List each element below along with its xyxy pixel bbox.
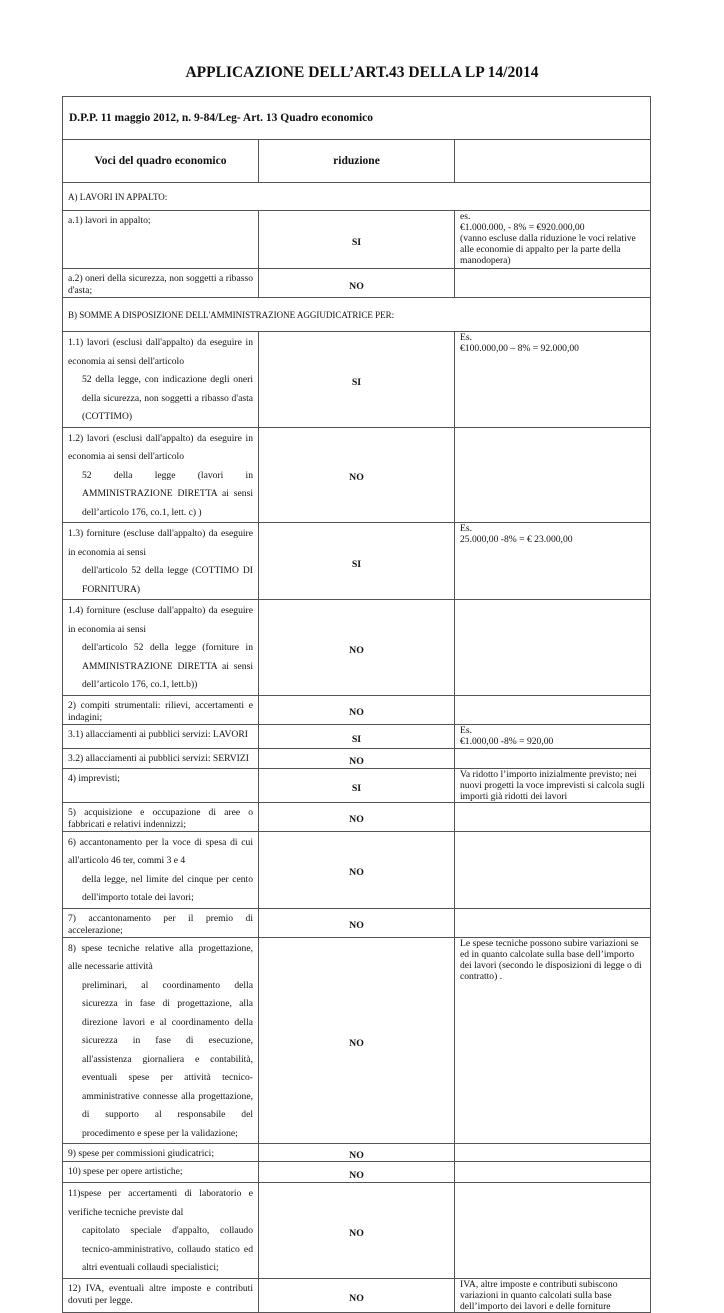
section-a-label: A) LAVORI IN APPALTO: xyxy=(63,183,651,211)
table-row xyxy=(63,427,651,523)
table-row xyxy=(63,1278,651,1312)
voce-cell xyxy=(63,724,259,748)
note-cell xyxy=(455,748,651,768)
voce-cell xyxy=(63,1144,259,1162)
note-line: Es. xyxy=(460,724,472,736)
note-cell xyxy=(455,831,651,908)
note-line: Es. xyxy=(460,332,472,343)
riduzione-value: NO xyxy=(259,937,455,1144)
voce-cell xyxy=(63,695,259,724)
voce-cell xyxy=(63,332,259,428)
note-cell xyxy=(455,600,651,696)
caption-row xyxy=(63,97,651,140)
header-row xyxy=(63,140,651,183)
note-cell xyxy=(455,908,651,937)
note-line: Es. xyxy=(460,523,472,534)
table-caption: D.P.P. 11 maggio 2012, n. 9-84/Leg- Art. 13 Quadro economico xyxy=(63,97,651,140)
table-row xyxy=(63,802,651,831)
table-row xyxy=(63,748,651,768)
table-row xyxy=(63,768,651,802)
note-line: €1.000.000, - 8% = €920.000,00 xyxy=(460,222,585,233)
voce-text: a.1) lavori in appalto; xyxy=(68,215,151,226)
note-cell xyxy=(455,427,651,523)
table-row xyxy=(63,1162,651,1183)
voce-text: 3.1) allacciamenti ai pubblici servizi: LAVORI xyxy=(68,728,248,740)
voce-text: 4) imprevisti; xyxy=(68,772,120,784)
riduzione-value: NO xyxy=(259,269,455,298)
table-row xyxy=(63,269,651,298)
table-row xyxy=(63,937,651,1144)
voce-text-continued: dell'articolo 52 della legge (forniture in AMMINISTRAZIONE DIRETTA ai sensi dell’articolo 176, co.1, lett.b)) xyxy=(82,642,253,690)
note-cell xyxy=(455,1144,651,1162)
voce-cell xyxy=(63,523,259,600)
header-riduzione: riduzione xyxy=(259,140,455,183)
riduzione-value: NO xyxy=(259,600,455,696)
voce-cell xyxy=(63,908,259,937)
table-row xyxy=(63,695,651,724)
note-cell xyxy=(455,1162,651,1183)
table-row xyxy=(63,600,651,696)
voce-text: 6) accantonamento per la voce di spesa di cui all'articolo 46 ter, commi 3 e 4 xyxy=(68,836,253,866)
table-row xyxy=(63,211,651,269)
section-a-row xyxy=(63,183,651,211)
voce-text: 10) spese per opere artistiche; xyxy=(68,1166,183,1177)
voce-text: 12) IVA, eventuali altre imposte e contributi dovuti per legge. xyxy=(68,1282,253,1306)
table-row xyxy=(63,724,651,748)
table-row xyxy=(63,1183,651,1279)
note-line: es. xyxy=(460,211,471,222)
page-title: APPLICAZIONE DELL’ART.43 DELLA LP 14/2014 xyxy=(185,64,539,81)
voce-text-continued: della legge, nel limite del cinque per cento dell'importo totale dei lavori; xyxy=(82,873,253,903)
voce-cell xyxy=(63,1278,259,1312)
riduzione-value: SI xyxy=(259,523,455,600)
voce-text: 3.2) allacciamenti ai pubblici servizi: SERVIZI xyxy=(68,752,249,764)
voce-text: 1.2) lavori (esclusi dall'appalto) da eseguire in economia ai sensi dell'articolo xyxy=(68,432,253,462)
voce-cell xyxy=(63,831,259,908)
voce-text: a.2) oneri della sicurezza, non soggetti a ribasso d'asta; xyxy=(68,273,253,296)
note-line: €1.000,00 -8% = 920,00 xyxy=(460,735,554,747)
note-line: 25.000,00 -8% = € 23.000,00 xyxy=(460,534,573,545)
note-cell xyxy=(455,523,651,600)
note-cell xyxy=(455,332,651,428)
voce-text: 1.3) forniture (escluse dall'appalto) da eseguire in economia ai sensi xyxy=(68,528,253,558)
voce-text-continued: 52 della legge, con indicazione degli oneri della sicurezza, non soggetti a ribasso d'asta (COTTIMO) xyxy=(82,374,253,422)
section-b-row xyxy=(63,298,651,332)
riduzione-value: SI xyxy=(259,724,455,748)
voce-cell xyxy=(63,1183,259,1279)
note-cell xyxy=(455,937,651,1144)
voce-text-continued: capitolato speciale d'appalto, collaudo tecnico-amministrativo, collaudo statico ed altri eventuali collaudi specialistici; xyxy=(82,1225,253,1273)
riduzione-value: NO xyxy=(259,908,455,937)
voce-text: 5) acquisizione e occupazione di aree o fabbricati e relativi indennizzi; xyxy=(68,806,253,830)
voce-cell xyxy=(63,802,259,831)
voce-text: 7) accantonamento per il premio di accelerazione; xyxy=(68,912,253,936)
voce-text: 1.4) forniture (escluse dall'appalto) da eseguire in economia ai sensi xyxy=(68,605,253,635)
note-line: (vanno escluse dalla riduzione le voci relative alle economie di appalto per la parte della manodopera) xyxy=(460,233,636,266)
voce-text: 11)spese per accertamenti di laboratorio e verifiche tecniche previste dal xyxy=(68,1188,253,1218)
note-cell xyxy=(455,1278,651,1312)
riduzione-value: NO xyxy=(259,427,455,523)
voce-cell xyxy=(63,427,259,523)
note-line: €100.000,00 – 8% = 92.000,00 xyxy=(460,343,579,354)
header-voci: Voci del quadro economico xyxy=(63,140,259,183)
riduzione-value: NO xyxy=(259,748,455,768)
voce-text: 2) compiti strumentali: rilievi, accertamenti e indagini; xyxy=(68,699,253,723)
note-cell xyxy=(455,802,651,831)
note-cell xyxy=(455,211,651,269)
voce-cell xyxy=(63,937,259,1144)
note-cell xyxy=(455,695,651,724)
section-b-label: B) SOMME A DISPOSIZIONE DELL'AMMINISTRAZIONE AGGIUDICATRICE PER: xyxy=(63,298,651,332)
riduzione-value: NO xyxy=(259,802,455,831)
riduzione-value: NO xyxy=(259,1162,455,1183)
riduzione-value: NO xyxy=(259,1278,455,1312)
voce-cell xyxy=(63,211,259,269)
voce-text-continued: 52 della legge (lavori in AMMINISTRAZIONE DIRETTA ai sensi dell’articolo 176, co.1, lett. c) ) xyxy=(82,469,253,518)
note-line: IVA, altre imposte e contributi subiscono variazioni in quanto calcolati sulla base dell’importo dei lavori e delle forniture xyxy=(460,1278,618,1312)
riduzione-value: SI xyxy=(259,332,455,428)
voce-cell xyxy=(63,600,259,696)
voce-cell xyxy=(63,768,259,802)
riduzione-value: NO xyxy=(259,1183,455,1279)
header-note xyxy=(455,140,651,183)
note-line: Va ridotto l’importo inizialmente previsto; nei nuovi progetti la voce imprevisti si calcola sugli importi già ridotti dei lavori xyxy=(460,768,645,802)
voce-text: 9) spese per commissioni giudicatrici; xyxy=(68,1148,215,1159)
voce-cell xyxy=(63,1162,259,1183)
note-cell xyxy=(455,768,651,802)
note-cell xyxy=(455,724,651,748)
table-row xyxy=(63,523,651,600)
riduzione-value: NO xyxy=(259,1144,455,1162)
table-row xyxy=(63,831,651,908)
note-line: Le spese tecniche possono subire variazioni se ed in quanto calcolate sulla base dell’importo dei lavori (secondo le disposizioni di legge o di contratto) . xyxy=(460,937,642,982)
riduzione-value: SI xyxy=(259,768,455,802)
note-cell xyxy=(455,269,651,298)
voce-text-continued: preliminari, al coordinamento della sicurezza in fase di progettazione, alla direzione lavori e al coordinamento della sicurezza in fase di esecuzione, all'assistenza giornaliera e contabilità, eventuali spese per attività tecnico-amministrative connesse alla progettazione, di supporto al responsabile del procedimento e spese per la validazione; xyxy=(82,979,253,1139)
voce-cell xyxy=(63,269,259,298)
riduzione-value: SI xyxy=(259,211,455,269)
quadro-economico-table xyxy=(62,96,651,1313)
voce-cell xyxy=(63,748,259,768)
table-row xyxy=(63,908,651,937)
voce-text: 1.1) lavori (esclusi dall'appalto) da eseguire in economia ai sensi dell'articolo xyxy=(68,337,253,367)
voce-text: 8) spese tecniche relative alla progettazione, alle necessarie attività xyxy=(68,942,253,972)
voce-text-continued: dell'articolo 52 della legge (COTTIMO DI FORNITURA) xyxy=(82,565,253,595)
note-cell xyxy=(455,1183,651,1279)
riduzione-value: NO xyxy=(259,695,455,724)
riduzione-value: NO xyxy=(259,831,455,908)
table-row xyxy=(63,332,651,428)
table-row xyxy=(63,1144,651,1162)
